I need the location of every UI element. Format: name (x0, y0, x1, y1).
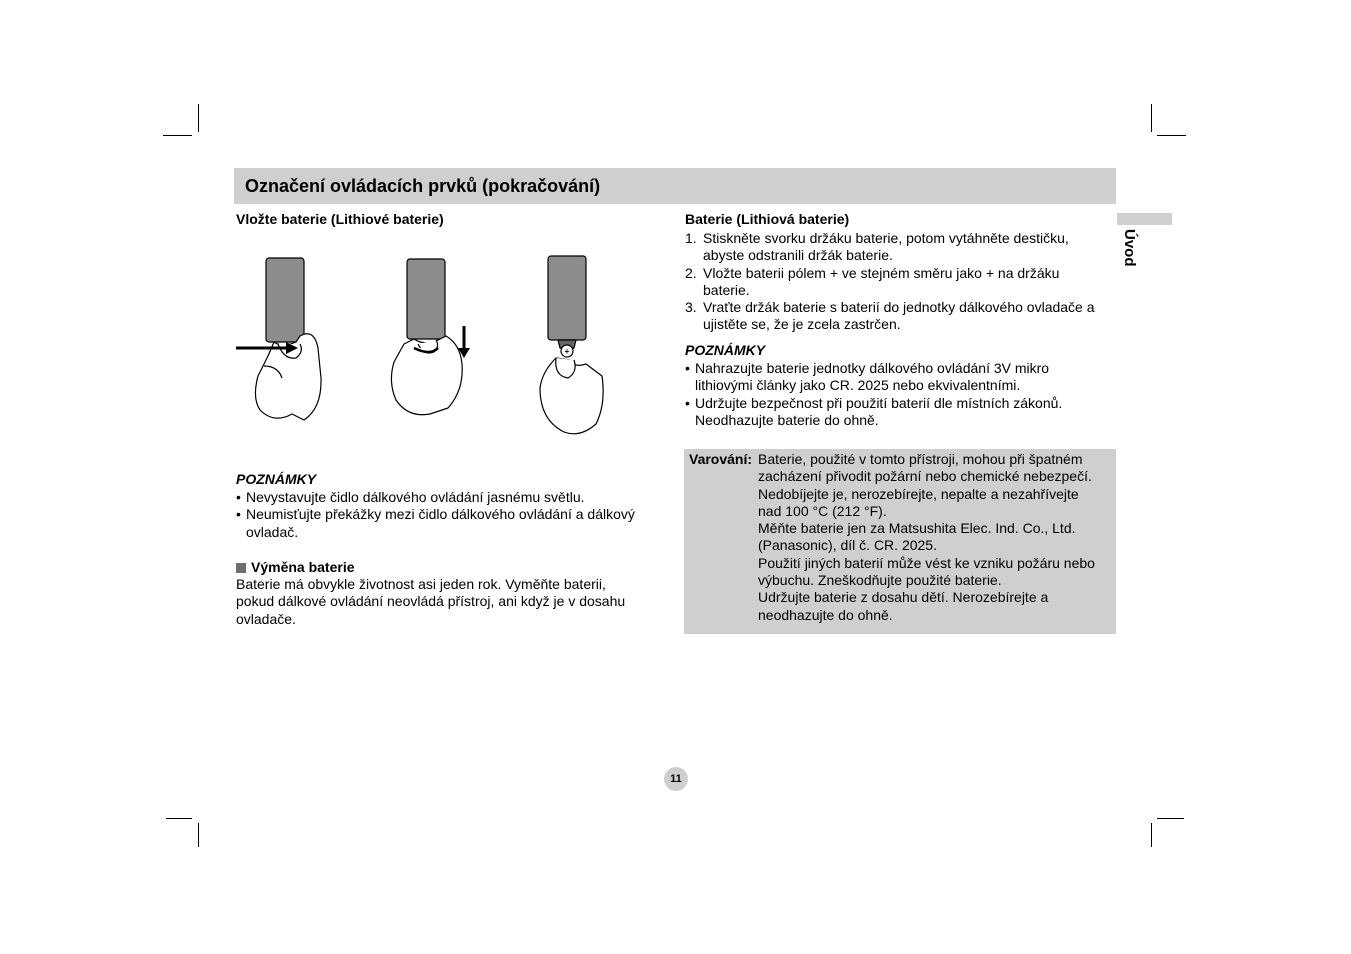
section-title: Označení ovládacích prvků (pokračování) (245, 176, 601, 196)
right-notes-title: POZNÁMKY (685, 342, 766, 358)
remote-control-icon (266, 258, 304, 342)
battery-steps-list (685, 230, 1117, 334)
crop-mark (198, 823, 199, 847)
side-tab-marker (1117, 213, 1172, 225)
replace-battery-title: Výměna baterie (236, 559, 355, 576)
insert-battery-title: Vložte baterie (Lithiové baterie) (236, 211, 444, 227)
list-item: • Nevystavujte čidlo dálkového ovládání jasnému světlu. (236, 489, 666, 506)
crop-mark (198, 104, 199, 132)
crop-mark (166, 818, 192, 819)
square-bullet-icon (236, 563, 246, 573)
warning-text: Baterie, použité v tomto přístroji, mohou při špatném zacházení přivodit požární nebo chemické nebezpečí. Nedobíjejte je, nerozebírejte, nepalte a nezahřívejte nad 100 °C (212 °F). Měňte baterie jen za Matsushita Elec. Ind. Co., Ltd. (Panasonic), díl č. CR. 2025. Použití jiných baterií může vést ke vzniku požáru nebo výbuchu. Zneškodňujte použité baterie. Udržujte baterie z dosahu dětí. Nerozebírejte a neodhazujte do ohně. (758, 451, 1095, 623)
list-item: 3. Vraťte držák baterie s baterií do jednotky dálkového ovladače a ujistěte se, že je zcela zastrčen. (685, 299, 1095, 333)
warning-box (684, 449, 1116, 634)
left-notes-title: POZNÁMKY (236, 471, 317, 487)
side-tab-label: Úvod (1121, 229, 1138, 267)
right-notes-list (685, 360, 1117, 429)
crop-mark (1151, 104, 1152, 132)
remote-control-icon (407, 259, 445, 339)
battery-insertion-illustration (234, 248, 614, 442)
arrow-right-icon (236, 342, 298, 354)
left-notes-list (236, 489, 666, 541)
crop-mark (163, 135, 192, 136)
battery-lithium-title: Baterie (Lithiová baterie) (685, 211, 850, 227)
crop-mark (1157, 818, 1184, 819)
list-item: • Nahrazujte baterie jednotky dálkového ovládání 3V mikro lithiovými články jako CR. 2025 nebo ekvivalentními. (685, 360, 1117, 395)
replace-battery-text: Baterie má obvykle životnost asi jeden rok. Vyměňte baterii, pokud dálkové ovládání neovládá přístroj, ani když je v dosahu ovladače. (236, 576, 626, 627)
list-item: • Neumisťujte překážky mezi čidlo dálkového ovládání a dálkový ovladač. (236, 506, 666, 541)
battery-plus-symbol: + (564, 347, 570, 356)
crop-mark (1151, 823, 1152, 847)
list-item: 1. Stiskněte svorku držáku baterie, potom vytáhněte destičku, abyste odstranili držák baterie. (685, 230, 1069, 264)
remote-control-icon (548, 256, 586, 340)
crop-mark (1157, 135, 1186, 136)
list-item: • Udržujte bezpečnost při použití baterií dle místních zákonů. Neodhazujte baterie do ohně. (685, 395, 1117, 430)
warning-label: Varování: (689, 451, 753, 467)
section-header-bar (234, 168, 1116, 204)
list-item: 2. Vložte baterii pólem + ve stejném směru jako + na držáku baterie. (685, 264, 1060, 298)
page-number: 11 (664, 767, 688, 791)
